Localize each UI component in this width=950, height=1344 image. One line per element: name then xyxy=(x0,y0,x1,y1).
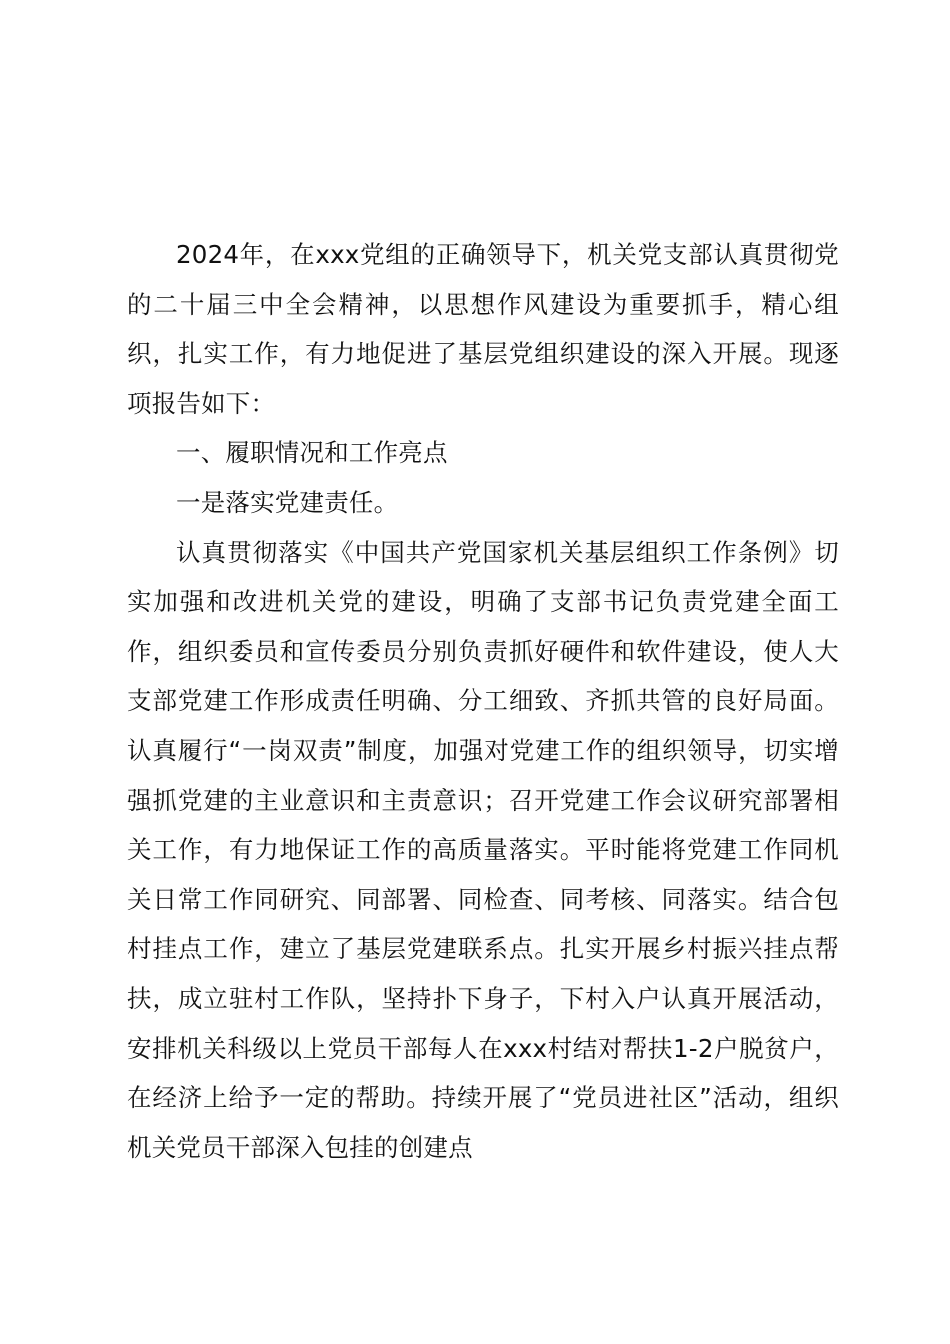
subsection-heading: 一是落实党建责任。 xyxy=(176,487,399,517)
body-paragraph: 认真贯彻落实《中国共产党国家机关基层组织工作条例》切实加强和改进机关党的建设，明确了支部书记负责党建全面工作，组织委员和宣传委员分别负责抓好硬件和软件建设，使人大支部党建工作形成责任明确、分工细致、齐抓共管的良好局面。认真履行“一岗双责”制度，加强对党建工作的组织领导，切实增强抓党建的主业意识和主责意识；召开党建工作会议研究部署相关工作，有力地保证工作的高质量落实。平时能将党建工作同机关日常工作同研究、同部署、同检查、同考核、同落实。结合包村挂点工作，建立了基层党建联系点。扎实开展乡村振兴挂点帮扶，成立驻村工作队，坚持扑下身子，下村入户认真开展活动，安排机关科级以上党员干部每人在xxx村结对帮扶1-2户脱贫户，在经济上给予一定的帮助。持续开展了“党员进社区”活动，组织机关党员干部深入包挂的创建点 xyxy=(127,537,839,1162)
document-body xyxy=(127,230,839,1172)
intro-paragraph: 2024年，在xxx党组的正确领导下，机关党支部认真贯彻党的二十届三中全会精神，以思想作风建设为重要抓手，精心组织，扎实工作，有力地促进了基层党组织建设的深入开展。现逐项报告如下： xyxy=(127,240,839,418)
section-heading: 一、履职情况和工作亮点 xyxy=(176,438,448,468)
